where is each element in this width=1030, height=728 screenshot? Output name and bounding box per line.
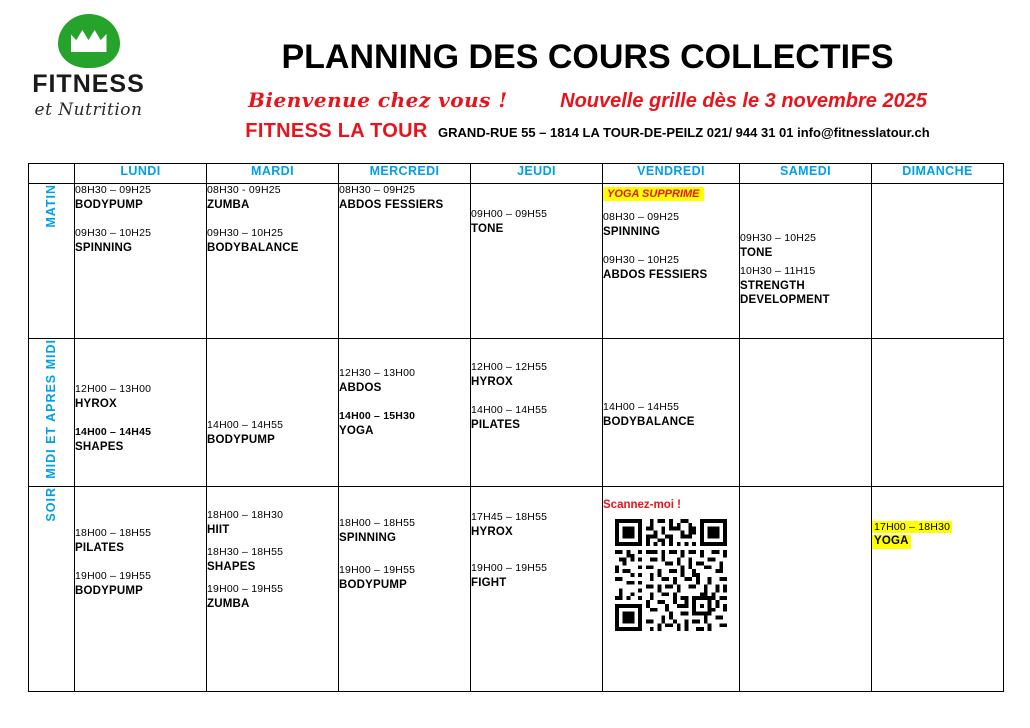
class-slot: 17H00 – 18H30 YOGA: [874, 521, 951, 547]
cell-matin-lundi: [75, 184, 207, 339]
class-slot: 09H30 – 10H25 ABDOS FESSIERS: [603, 253, 708, 281]
row-label-soir: SOIR: [29, 487, 75, 692]
logo-tagline: et Nutrition: [34, 100, 143, 120]
cancelled-class-notice: YOGA SUPPRIME: [603, 187, 704, 201]
table-header-row: [29, 164, 1004, 184]
cell-soir-vendredi: [603, 487, 740, 692]
class-slot: 10H30 – 11H15 STRENGTH DEVELOPMENT: [740, 264, 830, 306]
cell-soir-samedi: [740, 487, 872, 692]
class-slot: 09H30 – 10H25 BODYBALANCE: [207, 226, 299, 254]
class-slot: 18H00 – 18H55 PILATES: [75, 527, 152, 554]
cell-midi-jeudi: [471, 339, 603, 487]
class-slot: 12H30 – 13H00 ABDOS: [339, 367, 416, 394]
class-slot: 08H30 – 09H25 SPINNING: [603, 211, 680, 238]
column-header-dimanche: DIMANCHE: [872, 164, 1004, 184]
class-slot: 09H30 – 10H25 SPINNING: [75, 226, 152, 254]
class-slot: 14H00 – 14H45 SHAPES: [75, 425, 152, 453]
class-slot: 19H00 – 19H55 ZUMBA: [207, 582, 284, 610]
scan-me-label: Scannez-moi !: [603, 499, 681, 511]
subtitle-line: [160, 88, 1015, 113]
cell-soir-dimanche: [872, 487, 1004, 692]
column-header-samedi: SAMEDI: [740, 164, 872, 184]
class-slot: 12H00 – 12H55 HYROX: [471, 361, 548, 388]
cell-midi-lundi: [75, 339, 207, 487]
table-row: [29, 339, 1004, 487]
cell-midi-vendredi: [603, 339, 740, 487]
class-slot: 19H00 – 19H55 FIGHT: [471, 561, 548, 589]
cell-matin-mardi: [207, 184, 339, 339]
class-slot: 09H30 – 10H25 TONE: [740, 232, 817, 259]
cell-soir-mardi: [207, 487, 339, 692]
cell-matin-vendredi: [603, 184, 740, 339]
class-slot: 18H30 – 18H55 SHAPES: [207, 545, 284, 573]
class-slot: 18H00 – 18H30 HIIT: [207, 509, 284, 536]
class-slot: 08H30 - 09H25 ZUMBA: [207, 184, 281, 211]
column-header-jeudi: JEUDI: [471, 164, 603, 184]
class-slot: 18H00 – 18H55 SPINNING: [339, 517, 416, 544]
cell-midi-mercredi: [339, 339, 471, 487]
welcome-text: Bienvenue chez vous !: [248, 88, 508, 112]
class-slot: 19H00 – 19H55 BODYPUMP: [339, 563, 416, 591]
cell-midi-samedi: [740, 339, 872, 487]
cell-midi-dimanche: [872, 339, 1004, 487]
cell-soir-mercredi: [339, 487, 471, 692]
cell-soir-jeudi: [471, 487, 603, 692]
qr-code-icon[interactable]: [615, 519, 727, 631]
cell-midi-mardi: [207, 339, 339, 487]
document-header: [0, 0, 1030, 150]
row-label-midi: MIDI ET APRES MIDI: [29, 339, 75, 487]
page-title: PLANNING DES COURS COLLECTIFS: [281, 38, 894, 76]
cell-matin-samedi: [740, 184, 872, 339]
class-slot: 14H00 – 14H55 BODYPUMP: [207, 419, 284, 446]
class-slot: 08H30 – 09H25 ABDOS FESSIERS: [339, 184, 444, 211]
schedule-table: [28, 163, 1004, 692]
table-row: [29, 487, 1004, 692]
brand-logo: [26, 14, 151, 120]
cell-matin-mercredi: [339, 184, 471, 339]
gym-name: FITNESS LA TOUR: [245, 120, 428, 142]
class-slot: 19H00 – 19H55 BODYPUMP: [75, 569, 152, 597]
class-slot: 08H30 – 09H25 BODYPUMP: [75, 184, 152, 211]
cell-soir-lundi: [75, 487, 207, 692]
class-slot: 14H00 – 15H30 YOGA: [339, 409, 416, 437]
class-slot: 17H45 – 18H55 HYROX: [471, 511, 548, 538]
corner-cell: [29, 164, 75, 184]
column-header-mercredi: MERCREDI: [339, 164, 471, 184]
column-header-mardi: MARDI: [207, 164, 339, 184]
contact-line: [160, 120, 1015, 143]
class-slot: 14H00 – 14H55 BODYBALANCE: [603, 401, 695, 428]
crown-leaf-logo-icon: [58, 14, 120, 70]
class-slot: 09H00 – 09H55 TONE: [471, 208, 548, 235]
gym-address: GRAND-RUE 55 – 1814 LA TOUR-DE-PEILZ 021/ 944 31 01 info@fitnesslatour.ch: [438, 125, 930, 140]
row-label-matin: MATIN: [29, 184, 75, 339]
class-slot: 12H00 – 13H00 HYROX: [75, 383, 152, 410]
cell-matin-dimanche: [872, 184, 1004, 339]
column-header-lundi: LUNDI: [75, 164, 207, 184]
logo-wordmark: FITNESS: [32, 70, 145, 98]
table-row: [29, 184, 1004, 339]
class-slot: 14H00 – 14H55 PILATES: [471, 403, 548, 431]
cell-matin-jeudi: [471, 184, 603, 339]
new-grid-notice: Nouvelle grille dès le 3 novembre 2025: [560, 90, 927, 112]
column-header-vendredi: VENDREDI: [603, 164, 740, 184]
